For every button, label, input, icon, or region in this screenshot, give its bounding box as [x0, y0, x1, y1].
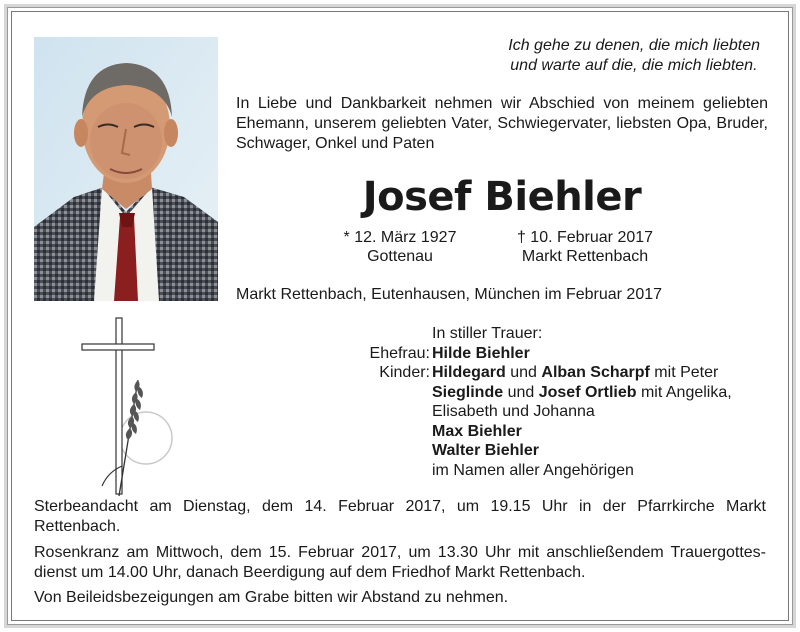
child-line-1: Hildegard und Alban Scharpf mit Peter — [432, 364, 719, 381]
birth-date: * 12. März 1927 — [343, 229, 457, 246]
child-3: Max Biehler — [432, 422, 522, 440]
mourner-names — [432, 324, 732, 480]
intro-text: In Liebe und Dankbarkeit nehmen wir Abschied von meinem geliebten Ehemann, unserem geliebten Vater, Schwiegervater, liebsten Opa, Bruder, Schwager, Onkel und Paten — [236, 95, 768, 152]
cross-with-wheat-icon — [76, 316, 180, 500]
mourner-labels — [362, 324, 430, 383]
footer-condolence: Von Beileidsbezeigungen am Grabe bitten wir Abstand zu nehmen. — [34, 589, 509, 606]
child-line-2b: Elisabeth und Johanna — [432, 403, 595, 420]
death-info — [505, 228, 665, 266]
quote-line-1: Ich gehe zu denen, die mich liebten — [508, 37, 760, 54]
closing-line: im Namen aller Angehörigen — [432, 461, 634, 479]
child-4: Walter Biehler — [432, 442, 539, 459]
label-wife: Ehefrau: — [369, 344, 430, 362]
death-place: Markt Rettenbach — [521, 248, 649, 265]
quote-line-2: und warte auf die, die mich liebten. — [510, 57, 758, 74]
mourning-heading: In stiller Trauer: — [432, 325, 543, 342]
deceased-name: Josef Biehler — [362, 174, 642, 220]
quote — [508, 36, 760, 76]
wife-name: Hilde Biehler — [432, 344, 530, 362]
birth-info — [330, 228, 470, 266]
place-date-line: Markt Rettenbach, Eutenhausen, München im Februar 2017 — [236, 286, 663, 303]
label-children: Kinder: — [379, 364, 430, 381]
birth-place: Gottenau — [367, 248, 433, 265]
footer-vigil: Sterbeandacht am Dienstag, dem 14. Februar 2017, um 19.15 Uhr in der Pfarrkirche Markt Rettenbach. — [34, 498, 766, 535]
death-date: † 10. Februar 2017 — [516, 229, 654, 246]
child-line-2: Sieglinde und Josef Ortlieb mit Angelika, — [432, 383, 732, 401]
footer-rosary: Rosenkranz am Mittwoch, dem 15. Februar 2017, um 13.30 Uhr mit anschließendem Trauergottesdienst um 14.00 Uhr, danach Beerdigung auf dem Friedhof Markt Rettenbach. — [34, 544, 766, 581]
portrait-photo — [34, 37, 218, 301]
